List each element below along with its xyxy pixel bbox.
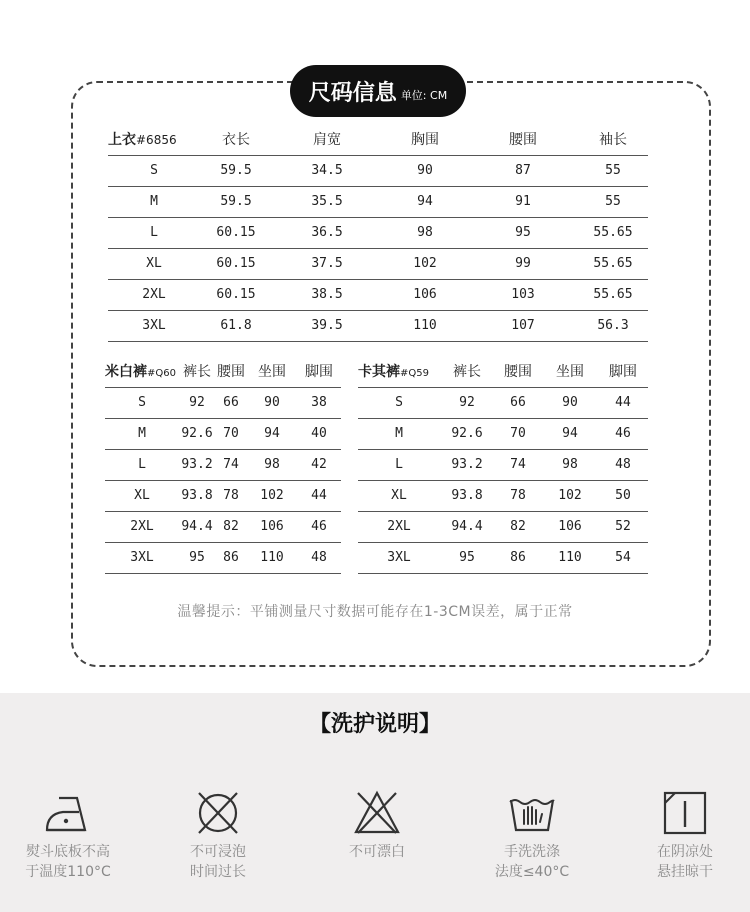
measurement-cell: 70 (215, 418, 247, 449)
measurement-cell: 90 (542, 387, 598, 418)
measurement-cell: 82 (494, 511, 542, 542)
table-row (358, 418, 648, 449)
column-header: 腰围 (215, 356, 247, 387)
measurement-cell: 54 (598, 542, 648, 573)
column-header: 坐围 (542, 356, 598, 387)
measurement-cell: 74 (494, 449, 542, 480)
size-cell: XL (105, 480, 179, 511)
column-header: 裤长 (440, 356, 494, 387)
measurement-cell: 56.3 (578, 310, 648, 341)
table-header-row (105, 356, 341, 387)
measurement-tip: 温馨提示：平铺测量尺寸数据可能存在1-3CM误差，属于正常 (177, 604, 573, 620)
measurement-cell: 36.5 (272, 217, 382, 248)
measurement-cell: 37.5 (272, 248, 382, 279)
measurement-cell: 94.4 (440, 511, 494, 542)
measurement-cell: 86 (494, 542, 542, 573)
measurement-cell: 110 (382, 310, 468, 341)
size-cell: 3XL (358, 542, 440, 573)
care-item-hand-wash (472, 790, 592, 882)
measurement-cell: 66 (215, 387, 247, 418)
measurement-cell: 78 (215, 480, 247, 511)
table-row (108, 248, 648, 279)
care-item-line: 不可浸泡 (190, 844, 246, 860)
measurement-cell: 44 (297, 480, 341, 511)
table-row (108, 217, 648, 248)
measurement-cell: 52 (598, 511, 648, 542)
table-row (108, 310, 648, 341)
measurement-cell: 90 (382, 155, 468, 186)
measurement-cell: 94.4 (179, 511, 215, 542)
table-row (358, 480, 648, 511)
table-row (108, 155, 648, 186)
measurement-cell: 102 (542, 480, 598, 511)
care-item-line: 于温度110°C (25, 864, 111, 880)
measurement-cell: 93.2 (440, 449, 494, 480)
column-header: 脚围 (297, 356, 341, 387)
measurement-cell: 98 (542, 449, 598, 480)
measurement-cell: 94 (542, 418, 598, 449)
size-chart-title-badge (290, 65, 466, 117)
measurement-cell: 39.5 (272, 310, 382, 341)
care-item-line: 不可漂白 (349, 844, 405, 860)
size-cell: 3XL (108, 310, 200, 341)
measurement-cell: 40 (297, 418, 341, 449)
pants-white-size-table (105, 356, 341, 574)
measurement-cell: 46 (598, 418, 648, 449)
table-row (105, 511, 341, 542)
no-bleach-icon (352, 790, 402, 836)
care-item-no-bleach (317, 790, 437, 862)
table-header-row (108, 124, 648, 155)
size-cell: M (108, 186, 200, 217)
measurement-cell: 44 (598, 387, 648, 418)
measurement-cell: 102 (382, 248, 468, 279)
care-item-iron (8, 790, 128, 882)
top-size-table (108, 124, 648, 342)
measurement-cell: 90 (247, 387, 297, 418)
size-cell: XL (358, 480, 440, 511)
column-header: 腰围 (494, 356, 542, 387)
measurement-cell: 59.5 (200, 155, 272, 186)
line-dry-shade-icon (660, 790, 710, 836)
measurement-cell: 106 (247, 511, 297, 542)
column-header: 袖长 (578, 124, 648, 155)
care-item-line: 时间过长 (190, 864, 246, 880)
column-header: 衣长 (200, 124, 272, 155)
table-row (105, 387, 341, 418)
table-row (105, 449, 341, 480)
measurement-cell: 93.2 (179, 449, 215, 480)
care-item-line: 法度≤40°C (494, 864, 570, 880)
measurement-cell: 55.65 (578, 248, 648, 279)
size-cell: 2XL (105, 511, 179, 542)
size-cell: XL (108, 248, 200, 279)
measurement-cell: 55 (578, 186, 648, 217)
measurement-cell: 50 (598, 480, 648, 511)
care-item-line: 在阴凉处 (657, 844, 713, 860)
measurement-cell: 92 (179, 387, 215, 418)
measurement-cell: 87 (468, 155, 578, 186)
measurement-cell: 93.8 (179, 480, 215, 511)
measurement-cell: 98 (247, 449, 297, 480)
measurement-cell: 60.15 (200, 217, 272, 248)
table-header-row (358, 356, 648, 387)
measurement-cell: 59.5 (200, 186, 272, 217)
measurement-cell: 38.5 (272, 279, 382, 310)
care-instructions-section (0, 693, 750, 912)
table-row (105, 418, 341, 449)
measurement-cell: 98 (382, 217, 468, 248)
measurement-cell: 70 (494, 418, 542, 449)
table-row (105, 542, 341, 573)
top-table-label: 上衣#6856 (108, 124, 200, 155)
size-chart-title: 尺码信息 (308, 80, 397, 106)
size-cell: L (358, 449, 440, 480)
measurement-cell: 95 (440, 542, 494, 573)
measurement-cell: 94 (247, 418, 297, 449)
care-item-line: 熨斗底板不高 (26, 844, 110, 860)
measurement-cell: 55 (578, 155, 648, 186)
measurement-cell: 82 (215, 511, 247, 542)
size-chart-unit: 单位: CM (400, 89, 448, 102)
hand-wash-icon (507, 790, 557, 836)
size-cell: 2XL (108, 279, 200, 310)
measurement-cell: 106 (542, 511, 598, 542)
pants-white-table-label: 米白裤#Q60 (105, 356, 179, 387)
measurement-cell: 42 (297, 449, 341, 480)
pants-khaki-size-table (358, 356, 648, 574)
size-cell: 2XL (358, 511, 440, 542)
care-title: 【洗护说明】 (308, 712, 441, 737)
measurement-cell: 74 (215, 449, 247, 480)
pants-khaki-table-label: 卡其裤#Q59 (358, 356, 440, 387)
column-header: 裤长 (179, 356, 215, 387)
measurement-cell: 107 (468, 310, 578, 341)
column-header: 胸围 (382, 124, 468, 155)
measurement-cell: 106 (382, 279, 468, 310)
size-cell: S (105, 387, 179, 418)
table-row (358, 542, 648, 573)
care-item-line: 悬挂晾干 (657, 864, 713, 880)
measurement-cell: 35.5 (272, 186, 382, 217)
column-header: 腰围 (468, 124, 578, 155)
size-cell: M (358, 418, 440, 449)
no-soak-icon (193, 790, 243, 836)
measurement-cell: 34.5 (272, 155, 382, 186)
measurement-cell: 102 (247, 480, 297, 511)
table-row (108, 186, 648, 217)
measurement-cell: 78 (494, 480, 542, 511)
measurement-cell: 92.6 (440, 418, 494, 449)
care-item-no-soak (158, 790, 278, 882)
table-row (105, 480, 341, 511)
measurement-cell: 60.15 (200, 279, 272, 310)
measurement-cell: 55.65 (578, 217, 648, 248)
measurement-cell: 99 (468, 248, 578, 279)
measurement-cell: 110 (542, 542, 598, 573)
measurement-cell: 95 (468, 217, 578, 248)
measurement-cell: 55.65 (578, 279, 648, 310)
size-cell: M (105, 418, 179, 449)
measurement-cell: 61.8 (200, 310, 272, 341)
measurement-cell: 66 (494, 387, 542, 418)
care-item-line-dry (625, 790, 745, 882)
size-cell: S (358, 387, 440, 418)
iron-icon (43, 790, 93, 836)
measurement-cell: 46 (297, 511, 341, 542)
measurement-cell: 86 (215, 542, 247, 573)
measurement-cell: 38 (297, 387, 341, 418)
measurement-cell: 60.15 (200, 248, 272, 279)
column-header: 脚围 (598, 356, 648, 387)
measurement-cell: 48 (598, 449, 648, 480)
size-cell: S (108, 155, 200, 186)
column-header: 坐围 (247, 356, 297, 387)
measurement-cell: 94 (382, 186, 468, 217)
size-cell: L (108, 217, 200, 248)
measurement-cell: 92 (440, 387, 494, 418)
size-cell: 3XL (105, 542, 179, 573)
measurement-cell: 95 (179, 542, 215, 573)
measurement-cell: 93.8 (440, 480, 494, 511)
measurement-cell: 103 (468, 279, 578, 310)
measurement-cell: 92.6 (179, 418, 215, 449)
table-row (358, 387, 648, 418)
measurement-cell: 91 (468, 186, 578, 217)
table-row (108, 279, 648, 310)
column-header: 肩宽 (272, 124, 382, 155)
measurement-cell: 110 (247, 542, 297, 573)
table-row (358, 511, 648, 542)
measurement-cell: 48 (297, 542, 341, 573)
care-item-line: 手洗洗涤 (504, 844, 560, 860)
size-cell: L (105, 449, 179, 480)
table-row (358, 449, 648, 480)
